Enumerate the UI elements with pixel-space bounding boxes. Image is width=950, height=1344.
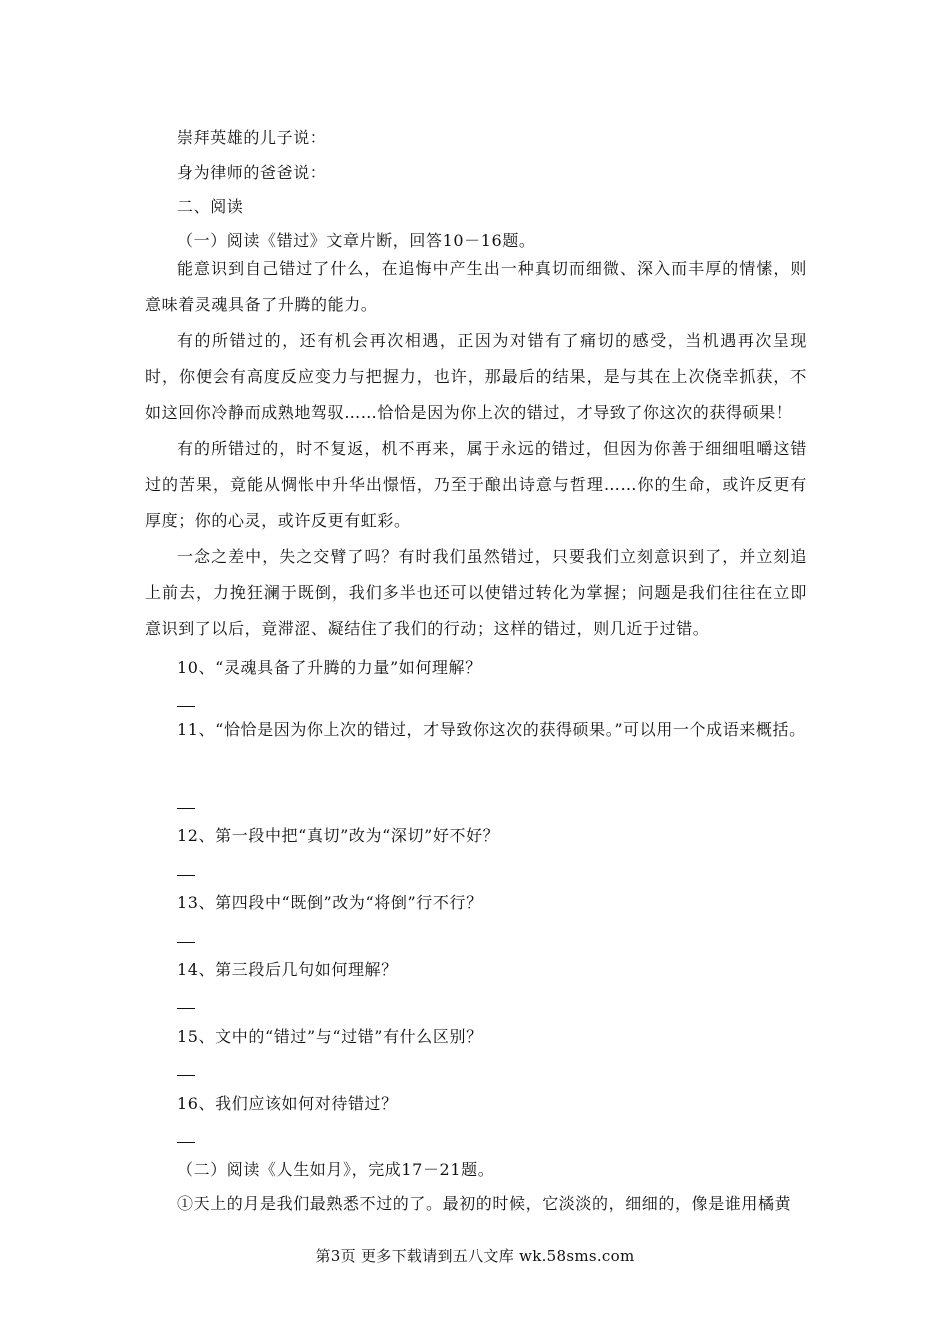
answer-line-16 xyxy=(177,1142,195,1143)
section-heading-reading: 二、阅读 xyxy=(177,197,244,216)
paragraph-4: 一念之差中，失之交臂了吗？有时我们虽然错过，只要我们立刻意识到了，并立刻追上前去，力挽狂澜于既倒，我们多半也还可以使错过转化为掌握；问题是我们往往在立即意识到了以后，竟滞涩、凝结住了我们的行动；这样的错过，则几近于过错。 xyxy=(145,547,807,638)
question-14: 14、第三段后几句如何理解？ xyxy=(177,960,398,979)
answer-line-15 xyxy=(177,1075,195,1076)
question-11: 11、“恰恰是因为你上次的错过，才导致你这次的获得硕果。”可以用一个成语来概括。 xyxy=(177,720,806,739)
hero-son-line: 崇拜英雄的儿子说： xyxy=(177,128,327,147)
question-12: 12、第一段中把“真切”改为“深切”好不好？ xyxy=(177,826,500,845)
question-15: 15、文中的“错过”与“过错”有什么区别？ xyxy=(177,1027,483,1046)
paragraph-1: 能意识到自己错过了什么，在追悔中产生出一种真切而细微、深入而丰厚的情愫，则意味着灵魂具备了升腾的能力。 xyxy=(145,259,807,314)
answer-line-14 xyxy=(177,1008,195,1009)
question-13: 13、第四段中“既倒”改为“将倒”行不行？ xyxy=(177,893,483,912)
answer-line-11 xyxy=(177,808,195,809)
question-10: 10、“灵魂具备了升腾的力量”如何理解？ xyxy=(177,658,482,677)
reading-two-intro: （二）阅读《人生如月》，完成17－21题。 xyxy=(177,1160,495,1179)
reading-one-intro: （一）阅读《错过》文章片断，回答10－16题。 xyxy=(177,231,536,250)
answer-line-13 xyxy=(177,942,195,943)
lawyer-dad-line: 身为律师的爸爸说： xyxy=(177,163,327,182)
page-footer: 第3页 更多下载请到五八文库 wk.58sms.com xyxy=(315,1247,635,1265)
answer-line-12 xyxy=(177,875,195,876)
question-16: 16、我们应该如何对待错过？ xyxy=(177,1094,398,1113)
paragraph-2: 有的所错过的，还有机会再次相遇，正因为对错有了痛切的感受，当机遇再次呈现时，你便会有高度反应变力与把握力，也许，那最后的结果，是与其在上次侥幸抓获，不如这回你冷静而成熟地驾驭……恰恰是因为你上次的错过，才导致了你这次的获得硕果！ xyxy=(145,331,807,422)
answer-line-10 xyxy=(177,706,195,707)
moon-paragraph-start: ①天上的月是我们最熟悉不过的了。最初的时候，它淡淡的，细细的，像是谁用橘黄 xyxy=(177,1194,792,1213)
paragraph-3: 有的所错过的，时不复返，机不再来，属于永远的错过，但因为你善于细细咀嚼这错过的苦果，竟能从惆怅中升华出憬悟，乃至于酿出诗意与哲理……你的生命，或许反更有厚度；你的心灵，或许反更有虹彩。 xyxy=(145,439,807,530)
